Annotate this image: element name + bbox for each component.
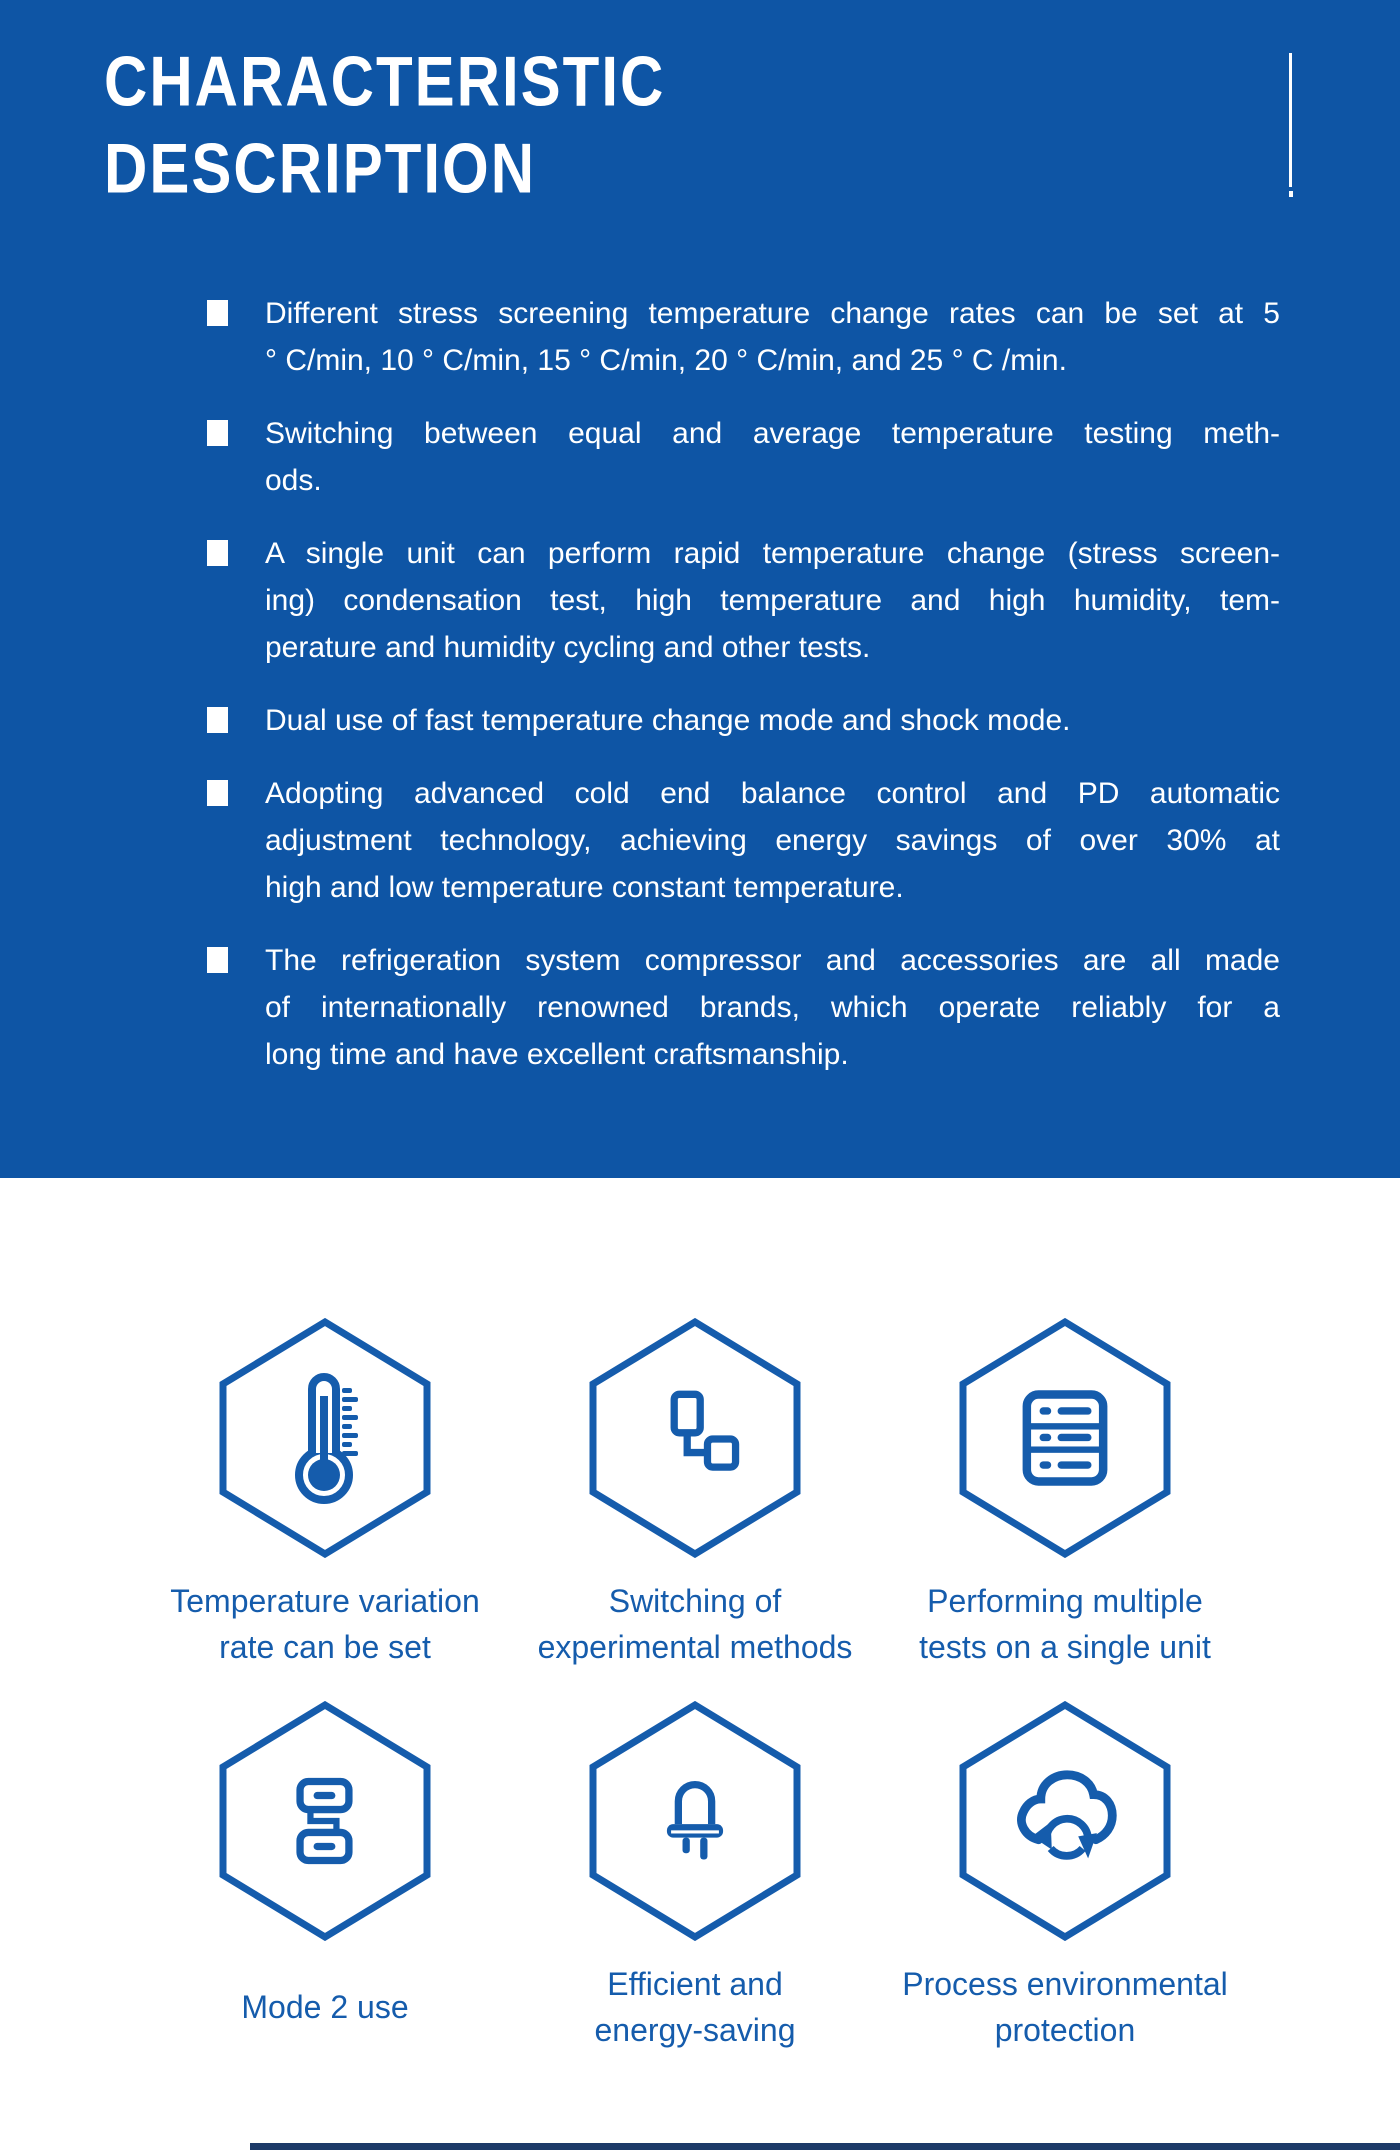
bullet-item [207,290,1280,384]
bullet-item [207,770,1280,911]
feature-cell [880,1318,1250,1701]
feature-label [241,1961,408,2053]
accent-dot [1289,191,1293,197]
bullet-line: high and low temperature constant temperature. [265,871,904,904]
feature-label [902,1961,1227,2053]
bullet-line: Different stress screening temperature change rates can be set at 5 [265,297,1280,330]
bullet-square-icon [207,300,228,326]
bullet-square-icon [207,420,228,446]
feature-cell [510,1701,880,2084]
feature-cell [510,1318,880,1701]
feature-label-line: protection [994,2012,1136,2048]
page-title-line1: CHARACTERISTIC [104,41,666,121]
bullet-item [207,530,1280,671]
bullet-line: Dual use of fast temperature change mode and shock mode. [265,704,1071,737]
feature-label-line: experimental methods [537,1629,853,1665]
cloud-recycle-icon [1010,1766,1120,1876]
footer-bar [250,2143,1400,2150]
feature-label-line: Temperature variation [170,1583,480,1619]
bullet-text [265,530,1280,671]
led-icon [643,1769,747,1873]
bullet-square-icon [207,707,228,733]
features-section [140,1318,1250,2084]
bullet-square-icon [207,780,228,806]
thermometer-icon [275,1372,375,1504]
mode-blocks-icon [273,1769,377,1873]
page-title-line2: DESCRIPTION [104,128,537,208]
bullet-square-icon [207,947,228,973]
bullet-line: ° C/min, 10 ° C/min, 15 ° C/min, 20 ° C/min, and 25 ° C /min. [265,344,1067,377]
feature-label [170,1578,479,1670]
bullet-line: Switching between equal and average temperature testing meth- [265,417,1280,450]
bullet-text [265,937,1280,1078]
feature-label-line: Switching of [608,1583,782,1619]
hexagon-badge [219,1701,431,1941]
feature-label-line: Performing multiple [927,1583,1203,1619]
feature-label [538,1578,853,1670]
feature-bullet-list [207,290,1280,1104]
bullet-line: perature and humidity cycling and other tests. [265,631,871,664]
flowchart-icon [643,1386,747,1490]
bullet-item [207,937,1280,1078]
hexagon-badge [959,1318,1171,1558]
bullet-text [265,770,1280,911]
feature-label [919,1578,1211,1670]
bullet-text [265,410,1280,504]
feature-cell [880,1701,1250,2084]
bullet-line: Adopting advanced cold end balance control and PD automatic [265,777,1280,810]
bullet-item [207,410,1280,504]
feature-label [595,1961,796,2053]
feature-label-line: Process environmental [902,1966,1228,2002]
feature-label-line: rate can be set [219,1629,431,1665]
feature-label-line: Mode 2 use [241,1989,409,2025]
feature-cell [140,1701,510,2084]
bullet-line: The refrigeration system compressor and accessories are all made [265,944,1280,977]
hexagon-badge [219,1318,431,1558]
bullet-item [207,697,1280,744]
hexagon-badge [959,1701,1171,1941]
server-list-icon [1012,1385,1118,1491]
hexagon-badge [589,1318,801,1558]
bullet-text [265,290,1280,384]
page-title [104,38,665,213]
bullet-square-icon [207,540,228,566]
bullet-line: ods. [265,464,322,497]
feature-label-line: tests on a single unit [919,1629,1211,1665]
vertical-accent-line [1289,53,1292,187]
bullet-line: adjustment technology, achieving energy savings of over 30% at [265,824,1280,857]
feature-label-line: energy-saving [594,2012,796,2048]
bullet-text [265,697,1280,744]
bullet-line: long time and have excellent craftsmanship. [265,1038,849,1071]
bullet-line: ing) condensation test, high temperature and high humidity, tem- [265,584,1280,617]
bullet-line: of internationally renowned brands, which operate reliably for a [265,991,1280,1024]
feature-cell [140,1318,510,1701]
feature-label-line: Efficient and [607,1966,783,2002]
bullet-line: A single unit can perform rapid temperature change (stress screen- [265,537,1280,570]
hexagon-badge [589,1701,801,1941]
